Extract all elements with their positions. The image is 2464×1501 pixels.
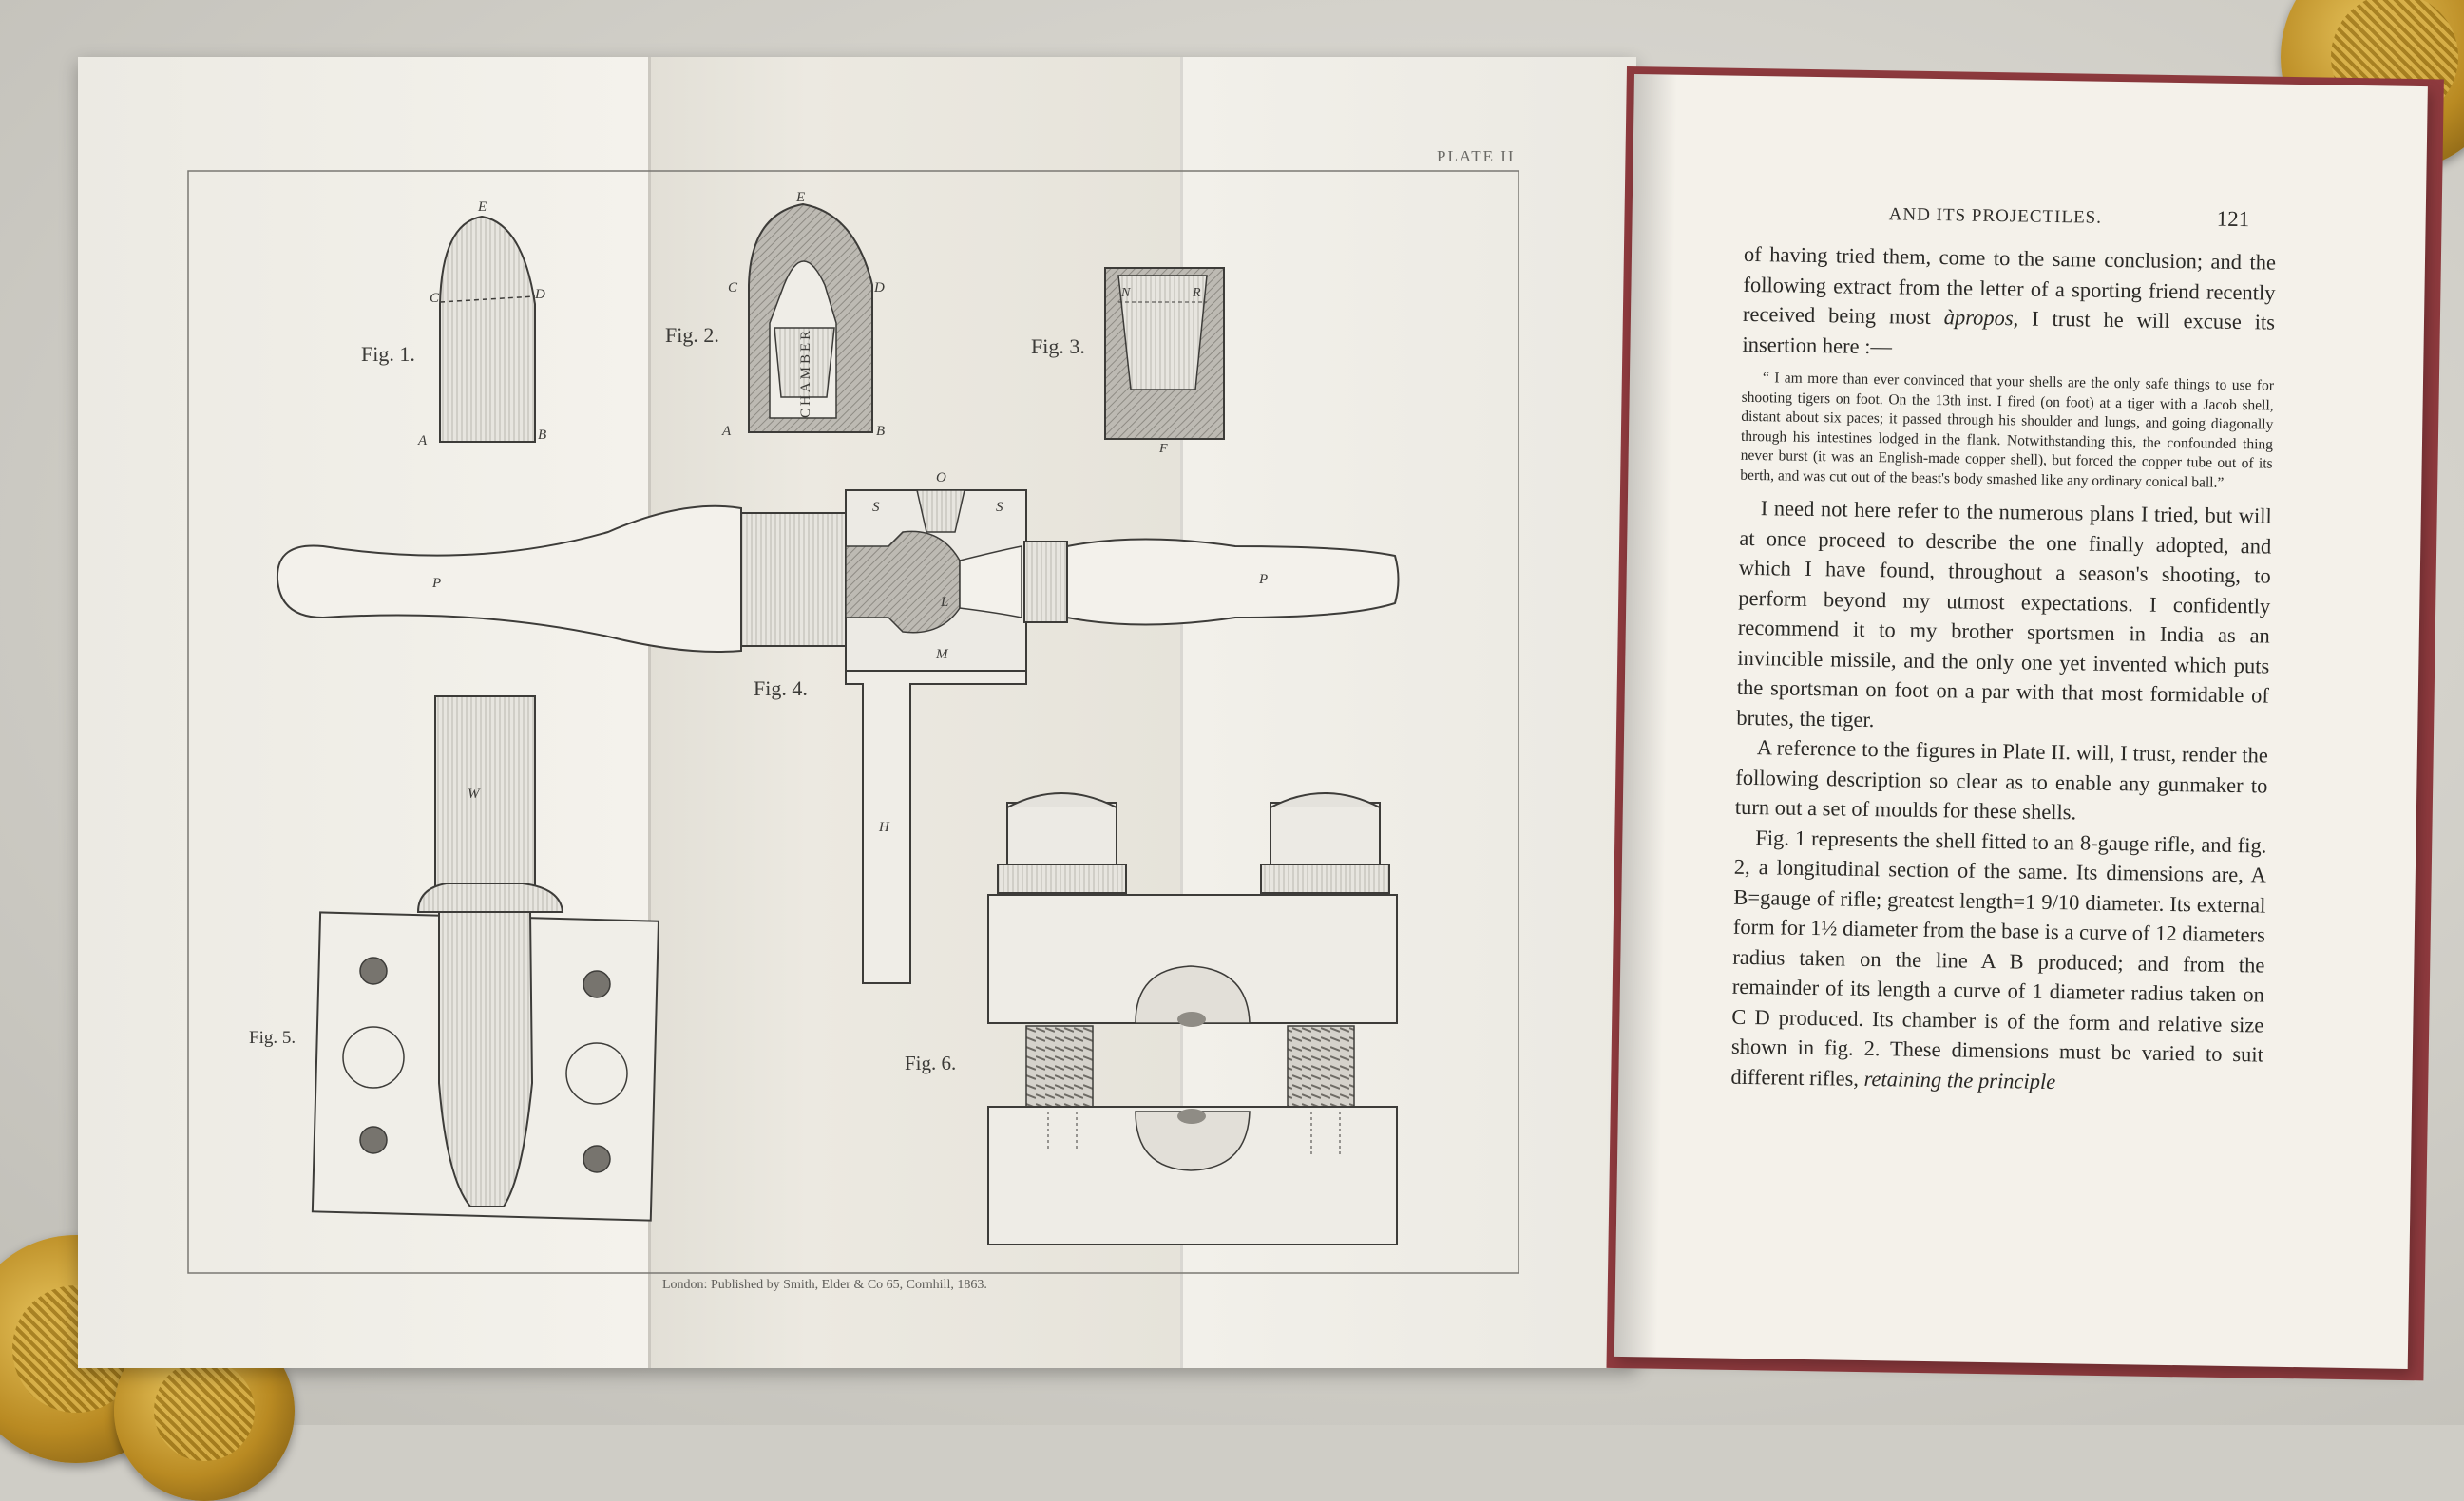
fig5-plug	[313, 696, 659, 1221]
paragraph-1	[1742, 239, 2276, 368]
fig6-label: Fig. 6.	[905, 1052, 957, 1074]
fig6-clamp	[988, 793, 1397, 1244]
fig4-letter-M: M	[936, 647, 948, 662]
paragraph-1-text: of having tried them, come to the same conclusion; and the following extract from the letter of a sporting friend recently received being most	[1742, 241, 2277, 330]
fig1-letter-C: C	[430, 291, 440, 306]
paragraph-1-end: , I trust he will excuse its insertion here :—	[1742, 306, 2276, 358]
fig1-letter-E: E	[478, 200, 487, 215]
running-head: AND ITS PROJECTILES.	[1888, 204, 2103, 228]
page-body	[1730, 239, 2276, 1100]
plate-imprint: London: Published by Smith, Elder & Co 65, Cornhill, 1863.	[662, 1278, 987, 1292]
plate-label: PLATE II	[1437, 147, 1516, 165]
fig2-letter-B: B	[876, 424, 886, 439]
paragraph-4	[1730, 822, 2266, 1099]
fig3-letter-R: R	[1193, 286, 1201, 300]
fig1-letter-B: B	[538, 428, 547, 443]
paragraph-4-text: Fig. 1 represents the shell fitted to an 8-gauge rifle, and fig. 2, a longitudinal section of the same. Its dimensions are, A B=gauge of rifle; greatest length=1 9/10 diameter. Its external form for 1½ diameter from the base is a curve of 12 diameters radius taken on the line A B produced; and from the remainder of its length a curve of 1 diameter radius taken on C D produced. Its chamber is of the form and relative size shown in fig. 2. These dimensions must be varied to suit different rifles,	[1730, 825, 2267, 1091]
fig3-label: Fig. 3.	[1031, 334, 1085, 358]
fig4-letter-P: P	[432, 576, 442, 591]
page-number: 121	[2216, 206, 2250, 232]
fig5-letter-W: W	[468, 787, 480, 802]
fig4-letter-S: S	[872, 500, 880, 515]
fig2-letter-E: E	[796, 190, 806, 205]
fig3-letter-F: F	[1159, 442, 1168, 456]
fig2-letter-C: C	[728, 280, 738, 295]
fig4-letter-S: S	[996, 500, 1003, 515]
fig4-letter-O: O	[936, 470, 946, 485]
paragraph-2: I need not here refer to the numerous plans I tried, but will at once proceed to describe the one finally adopted, and which I have found, throughout a season's shooting, to perform beyond my utmost expectations. I confidently recommend it to my brother sportsmen in India as an invincible missile, and the only one yet invented which puts the sportsman on foot on a par with that most formidable of brutes, the tiger.	[1736, 496, 2272, 732]
paragraph-1-italic: àpropos	[1943, 305, 2014, 331]
chamber-label: CHAMBER	[798, 327, 813, 418]
fig2-label: Fig. 2.	[665, 323, 719, 347]
fig1-label: Fig. 1.	[361, 342, 415, 366]
quoted-letter: “ I am more than ever convinced that your shells are the only safe things to use for shooting tigers on foot. On the 13th inst. I fired (on foot) at a tiger with a Jacob shell, distant about six paces; it passed through his shoulder and lungs, and going diagonally through his intestines lodged in the flank. Notwithstanding this, the confounded thing never burst (it was an English-made copper shell), but forced the copper tube out of its berth, and was cut out of the beast's body smashed like any ordinary conical ball.”	[1740, 370, 2275, 491]
fig1-letter-A: A	[418, 433, 428, 448]
fig4-letter-L: L	[941, 595, 949, 610]
fig5-label: Fig. 5.	[249, 1028, 296, 1048]
fig1-bullet	[440, 217, 535, 442]
fig4-label: Fig. 4.	[754, 676, 808, 700]
fig1-letter-D: D	[535, 287, 545, 302]
book-page-right	[1614, 74, 2428, 1369]
fig4-letter-P: P	[1259, 572, 1269, 587]
fig3-letter-N: N	[1121, 286, 1131, 300]
paragraph-4-italic: retaining the principle	[1863, 1066, 2056, 1093]
fig4-letter-H: H	[879, 820, 889, 835]
fig2-letter-A: A	[722, 424, 732, 439]
paragraph-3: A reference to the figures in Plate II. will, I trust, render the following description so clear as to enable any gunmaker to turn out a set of moulds for these shells.	[1734, 735, 2269, 825]
fig2-letter-D: D	[874, 280, 885, 295]
